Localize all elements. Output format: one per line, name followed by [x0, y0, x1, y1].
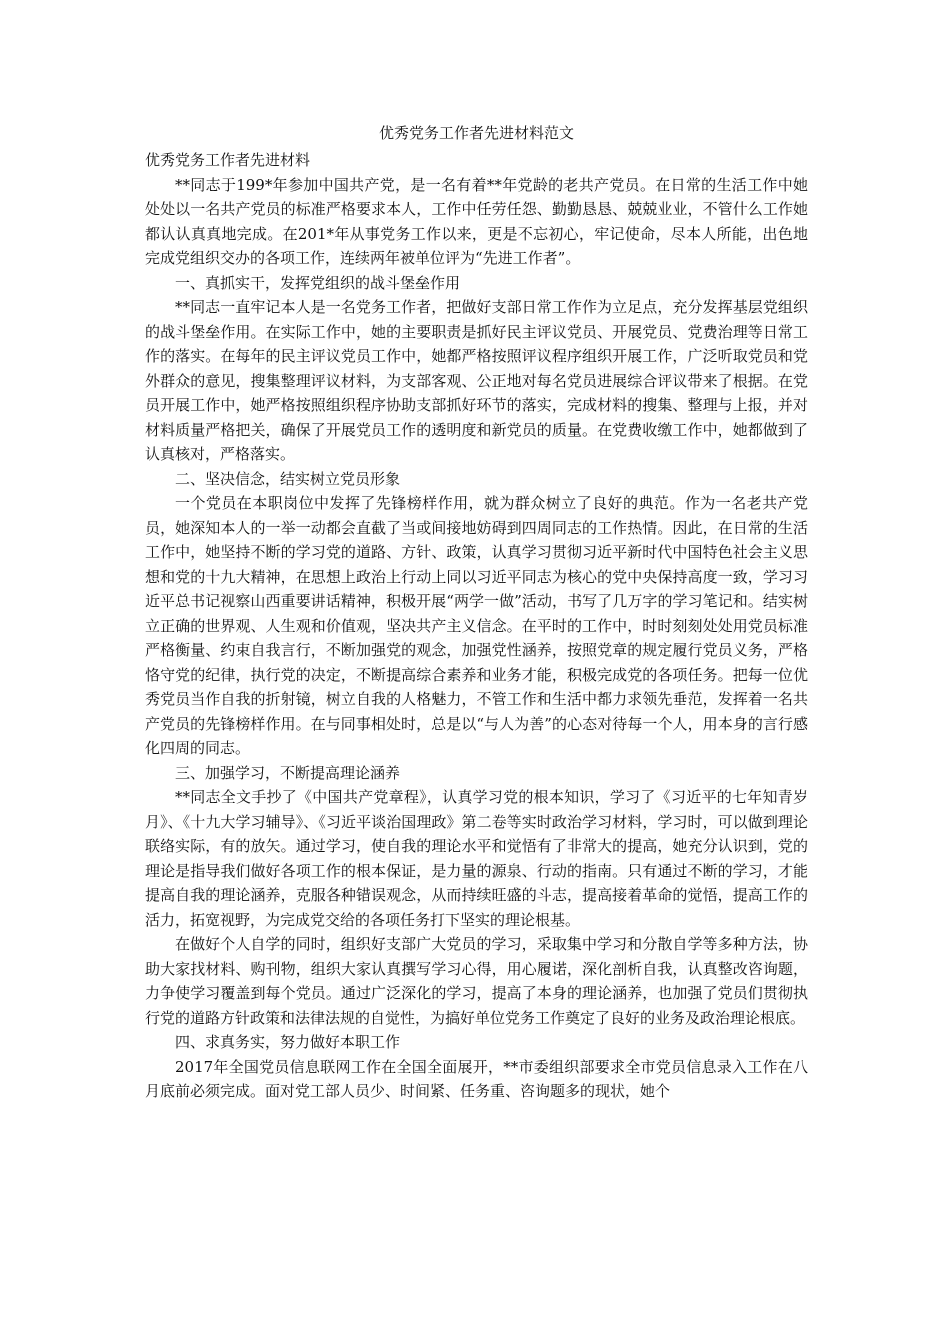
document-title: 优秀党务工作者先进材料范文: [378, 124, 574, 142]
section-heading: 二、坚决信念，结实树立党员形象: [175, 469, 401, 488]
document-page: [145, 118, 808, 1104]
body-paragraph: 在做好个人自学的同时，组织好支部广大党员的学习，采取集中学习和分散自学等多种方法，协助大家找材料、购刊物，组织大家认真撰写学习心得，用心履诺，深化剖析自我，认真整改咨询题，力争使学习覆盖到每个党员。通过广泛深化的学习，提高了本身的理论涵养，也加强了党员们贯彻执行党的道路方针政策和法律法规的自觉性，为搞好单位党务工作奠定了良好的业务及政治理论根底。: [145, 935, 808, 1027]
section-heading: 四、求真务实，努力做好本职工作: [175, 1033, 401, 1051]
section-heading: 一、真抓实干，发挥党组织的战斗堡垒作用: [175, 273, 461, 292]
document-subtitle: 优秀党务工作者先进材料: [145, 151, 311, 169]
document-body: [145, 173, 808, 1104]
body-paragraph: 2017年全国党员信息联网工作在全国全面展开，**市委组织部要求全市党员信息录入工作在八月底前必须完成。面对党工部人员少、时间紧、任务重、咨询题多的现状，她个: [145, 1057, 808, 1100]
body-paragraph: 一个党员在本职岗位中发挥了先锋榜样作用，就为群众树立了良好的典范。作为一名老共产党员，她深知本人的一举一动都会直截了当或间接地妨碍到四周同志的工作热情。因此，在日常的生活工作中，她坚持不断的学习党的道路、方针、政策，认真学习贯彻习近平新时代中国特色社会主义思想和党的十九大精神，在思想上政治上行动上同以习近平同志为核心的党中央保持高度一致，学习习近平总书记视察山西重要讲话精神，积极开展“两学一做”活动，书写了几万字的学习笔记和。结实树立正确的世界观、人生观和价值观，坚决共产主义信念。在平时的工作中，时时刻刻处处用党员标准严格衡量、约束自我言行，不断加强党的观念，加强党性涵养，按照党章的规定履行党员义务，严格恪守党的纪律，执行党的决定，不断提高综合素养和业务才能，积极完成党的各项任务。把每一位优秀党员当作自我的折射镜，树立自我的人格魅力，不管工作和生活中都力求领先垂范，发挥着一名共产党员的先锋榜样作用。在与同事相处时，总是以“与人为善”的心态对待每一个人，用本身的言行感化四周的同志。: [145, 494, 808, 757]
body-paragraph: **同志于199*年参加中国共产党，是一名有着**年党龄的老共产党员。在日常的生活工作中她处处以一名共产党员的标准严格要求本人，工作中任劳任怨、勤勤恳恳、兢兢业业，不管什么工作她都认认真真地完成。在201*年从事党务工作以来，更是不忘初心，牢记使命，尽本人所能，出色地完成党组织交办的各项工作，连续两年被单位评为“先进工作者”。: [145, 175, 808, 267]
body-paragraph: **同志一直牢记本人是一名党务工作者，把做好支部日常工作作为立足点，充分发挥基层党组织的战斗堡垒作用。在实际工作中，她的主要职责是抓好民主评议党员、开展党员、党费治理等日常工作的落实。在每年的民主评议党员工作中，她都严格按照评议程序组织开展工作，广泛听取党员和党外群众的意见，搜集整理评议材料，为支部客观、公正地对每名党员进展综合评议带来了根据。在党员开展工作中，她严格按照组织程序协助支部抓好环节的落实，完成材料的搜集、整理与上报，并对材料质量严格把关，确保了开展党员工作的透明度和新党员的质量。在党费收缴工作中，她都做到了认真核对，严格落实。: [145, 298, 808, 463]
body-paragraph: **同志全文手抄了《中国共产党章程》，认真学习党的根本知识，学习了《习近平的七年知青岁月》、《十九大学习辅导》、《习近平谈治国理政》第二卷等实时政治学习材料，学习时，可以做到理论联络实际，有的放矢。通过学习，使自我的理论水平和觉悟有了非常大的提高，她充分认识到，党的理论是指导我们做好各项工作的根本保证，是力量的源泉、行动的指南。只有通过不断的学习，才能提高自我的理论涵养，克服各种错误观念，从而持续旺盛的斗志，提高接着革命的觉悟，提高工作的活力，拓宽视野，为完成党交给的各项任务打下坚实的理论根基。: [145, 788, 808, 929]
section-heading: 三、加强学习，不断提高理论涵养: [175, 763, 401, 782]
